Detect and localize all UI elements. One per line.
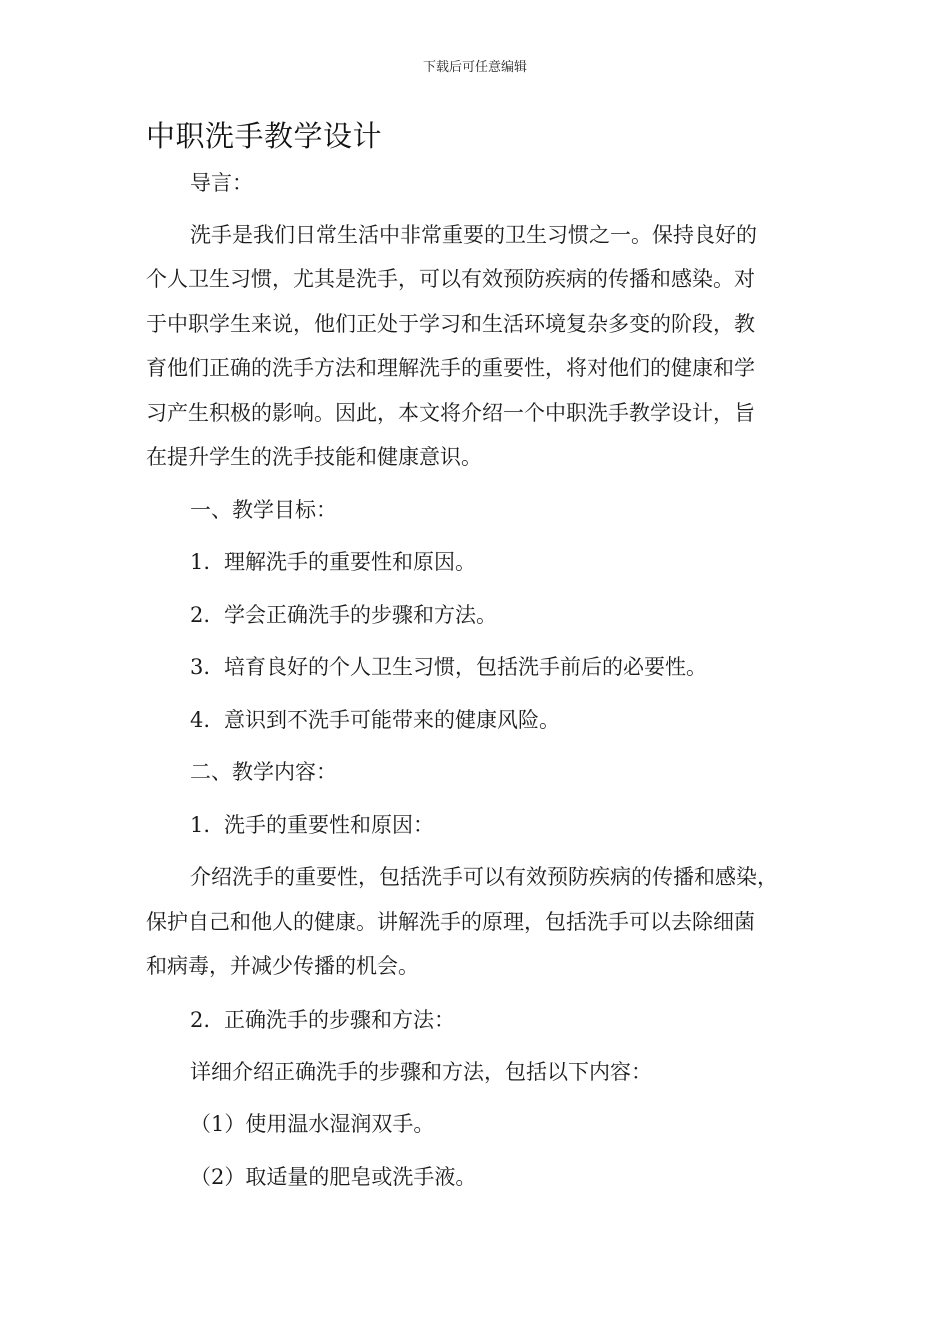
content-paragraph-line: 和病毒，并减少传播的机会。 <box>146 954 419 978</box>
step-item: （2）取适量的肥皂或洗手液。 <box>190 1165 477 1189</box>
subheading-number: 1. <box>190 813 211 837</box>
intro-line: 习产生积极的影响。因此，本文将介绍一个中职洗手教学设计，旨 <box>146 401 755 425</box>
goal-number: 1. <box>190 550 211 574</box>
content-paragraph-line: 详细介绍正确洗手的步骤和方法，包括以下内容： <box>190 1060 652 1084</box>
section-heading-goals: 一、教学目标： <box>190 498 337 522</box>
goal-item <box>190 705 560 735</box>
goal-number: 3. <box>190 655 211 679</box>
content-paragraph-line: 保护自己和他人的健康。讲解洗手的原理，包括洗手可以去除细菌 <box>146 910 755 934</box>
goal-text: 培育良好的个人卫生习惯，包括洗手前后的必要性。 <box>224 655 707 679</box>
goal-item <box>190 600 497 630</box>
goal-text: 理解洗手的重要性和原因。 <box>224 550 476 574</box>
goal-item <box>190 652 707 682</box>
goal-item <box>190 547 476 577</box>
content-subheading <box>190 1005 455 1035</box>
content-subheading <box>190 810 434 840</box>
subheading-number: 2. <box>190 1008 211 1032</box>
header-note: 下载后可任意编辑 <box>422 60 527 75</box>
document-title: 中职洗手教学设计 <box>146 119 383 153</box>
goal-number: 2. <box>190 603 211 627</box>
goal-text: 学会正确洗手的步骤和方法。 <box>224 603 497 627</box>
content-paragraph-line: 介绍洗手的重要性，包括洗手可以有效预防疾病的传播和感染， <box>190 865 778 889</box>
goal-text: 意识到不洗手可能带来的健康风险。 <box>224 708 560 732</box>
subheading-text: 正确洗手的步骤和方法： <box>224 1008 455 1032</box>
section-heading-content: 二、教学内容： <box>190 760 337 784</box>
intro-line: 育他们正确的洗手方法和理解洗手的重要性，将对他们的健康和学 <box>146 356 755 380</box>
intro-line: 个人卫生习惯，尤其是洗手，可以有效预防疾病的传播和感染。对 <box>146 267 755 291</box>
intro-line: 于中职学生来说，他们正处于学习和生活环境复杂多变的阶段，教 <box>146 312 755 336</box>
intro-line: 洗手是我们日常生活中非常重要的卫生习惯之一。保持良好的 <box>190 223 757 247</box>
intro-label: 导言： <box>190 171 253 195</box>
step-item: （1）使用温水湿润双手。 <box>190 1112 435 1136</box>
goal-number: 4. <box>190 708 211 732</box>
subheading-text: 洗手的重要性和原因： <box>224 813 434 837</box>
intro-line: 在提升学生的洗手技能和健康意识。 <box>146 445 482 469</box>
